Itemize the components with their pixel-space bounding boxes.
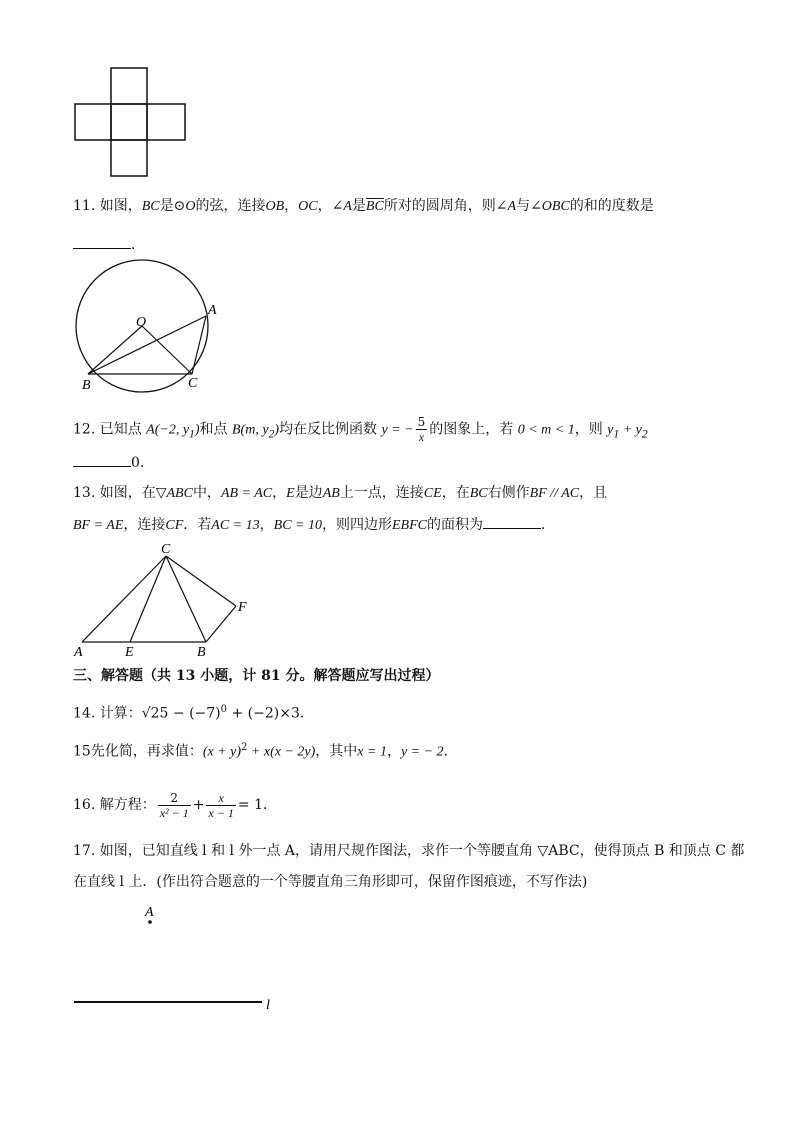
answer-blank[interactable] — [73, 234, 131, 249]
point-a — [148, 920, 152, 924]
label-A: A — [145, 905, 154, 920]
fraction-5-over-x: $\frac{5}{x}$ — [417, 415, 426, 444]
answer-blank[interactable] — [73, 452, 131, 467]
q16-line: 16. 解方程： $\frac{2}{\text{x² − 1}}$ + $\frac{x}{x - 1}$ = 1． — [73, 790, 278, 820]
q13-line2: BF = AE，连接CF．若AC = 13，BC = 10，则四边形EBFC的面积为 ． — [73, 514, 555, 536]
q13-line1: 13. 如图，在▽ABC中，AB = AC，E是边AB上一点，连接CE，在BC右侧作BF // AC，且 — [73, 485, 608, 501]
label-A: A — [74, 645, 83, 660]
fraction-x-over-x-1: $\frac{x}{x - 1}$ — [208, 790, 234, 820]
arc-bc: $\overline{BC}$ — [365, 199, 384, 214]
q14-line: 14. 计算：$√25 - (-7)^0 + (-2)\times 3$． — [73, 704, 314, 722]
label-E: E — [125, 645, 134, 660]
fraction-2-over-x2-1: $\frac{2}{\text{x² − 1}}$ — [159, 790, 189, 820]
label-A: A — [208, 303, 217, 318]
q11-line2: ． — [73, 234, 145, 255]
q15-line: 15先化简，再求值：$(x + y)^2 + x(x - 2y)$，其中x = 1，y = − 2． — [73, 742, 458, 760]
triangle-figure — [70, 540, 260, 660]
section-title: 三、解答题（共 13 小题，计 81 分。解答题应写出过程） — [73, 668, 440, 684]
q17-line2: 在直线 l 上．(作出符合题意的一个等腰直角三角形即可，保留作图痕迹，不写作法) — [73, 874, 588, 890]
line-and-point-figure — [70, 898, 290, 1018]
q17-line1: 17. 如图，已知直线 l 和 l 外一点 A，请用尺规作图法，求作一个等腰直角 ▽ABC，使得顶点 B 和顶点 C 都 — [73, 843, 745, 859]
q11-number: 11. — [73, 198, 96, 214]
q12-line2: 0. — [73, 452, 144, 473]
label-C: C — [161, 542, 171, 557]
q11-line1: 11. 如图，BC是⊙O的弦，连接OB，OC，∠A是$\overline{BC}$所对的圆周角，则∠A与∠OBC的和的度数是 — [73, 198, 654, 214]
label-B: B — [197, 645, 206, 660]
label-C: C — [188, 376, 198, 391]
label-B: B — [82, 378, 91, 393]
label-l: l — [266, 998, 270, 1013]
cube-net-figure — [70, 64, 192, 180]
label-F: F — [238, 600, 247, 615]
circle-figure — [70, 258, 220, 398]
answer-blank[interactable] — [483, 514, 541, 529]
label-O: O — [136, 315, 147, 330]
q12-line1: 12. 已知点 A(−2, $y_1$)和点 B(m, $y_2$)均在反比例函数 y = − $\frac{5}{x}$ 的图象上，若 0 < m < 1，则 $y_1 + y_2$ — [73, 415, 648, 444]
